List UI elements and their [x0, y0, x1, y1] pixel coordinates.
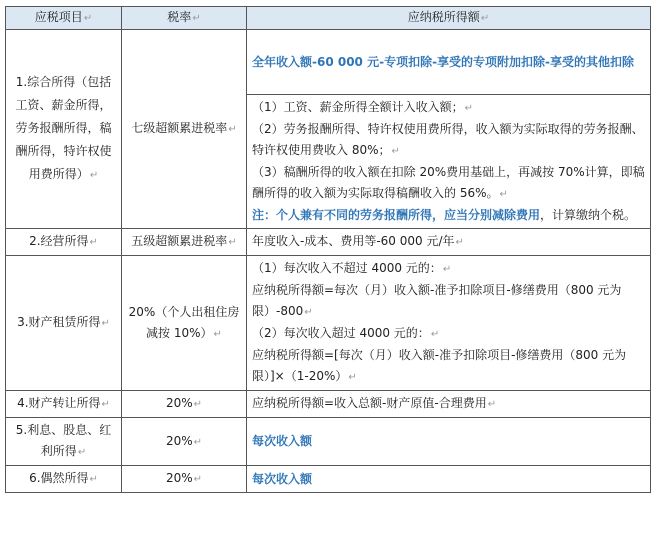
transfer-item: 4.财产转让所得↵	[6, 391, 122, 418]
header-item: 应税项目↵	[6, 7, 122, 30]
comprehensive-notes	[247, 95, 651, 229]
interest-formula: 每次收入额	[247, 418, 651, 466]
lease-line-2: 应纳税所得额=每次（月）收入额-准予扣除项目-修缮费用（800 元为限）-800↵	[252, 283, 622, 318]
note-3: （3）稿酬所得的收入额在扣除 20%费用基础上，再减按 70%计算，即稿酬所得的收入额为实际取得稿酬收入的 56%。↵	[252, 165, 645, 200]
incidental-rate: 20%↵	[122, 466, 247, 493]
incidental-item: 6.偶然所得↵	[6, 466, 122, 493]
lease-rate: 20%（个人出租住房减按 10%）↵	[122, 256, 247, 391]
interest-rate: 20%↵	[122, 418, 247, 466]
business-formula: 年度收入-成本、费用等-60 000 元/年↵	[247, 229, 651, 256]
note-4: 注：个人兼有不同的劳务报酬所得，应当分别减除费用，计算缴纳个税。	[252, 208, 637, 222]
lease-item: 3.财产租赁所得↵	[6, 256, 122, 391]
incidental-formula: 每次收入额	[247, 466, 651, 493]
row-business	[6, 229, 651, 256]
tax-table	[5, 6, 651, 493]
note-2: （2）劳务报酬所得、特许权使用费所得，收入额为实际取得的劳务报酬、特许权使用费收入 80%；↵	[252, 122, 644, 157]
comprehensive-formula: 全年收入额-60 000 元-专项扣除-享受的专项附加扣除-享受的其他扣除	[247, 30, 651, 95]
row-incidental	[6, 466, 651, 493]
row-lease	[6, 256, 651, 391]
header-rate: 税率↵	[122, 7, 247, 30]
lease-formula	[247, 256, 651, 391]
row-comprehensive	[6, 30, 651, 95]
transfer-rate: 20%↵	[122, 391, 247, 418]
business-rate: 五级超额累进税率↵	[122, 229, 247, 256]
interest-item: 5.利息、股息、红利所得↵	[6, 418, 122, 466]
lease-line-1: （1）每次收入不超过 4000 元的：↵	[252, 261, 452, 275]
tax-table-container	[5, 6, 651, 493]
comprehensive-rate: 七级超额累进税率↵	[122, 30, 247, 229]
lease-line-3: （2）每次收入超过 4000 元的：↵	[252, 326, 440, 340]
row-interest	[6, 418, 651, 466]
note-1: （1）工资、薪金所得全额计入收入额；↵	[252, 100, 474, 114]
business-item: 2.经营所得↵	[6, 229, 122, 256]
row-transfer	[6, 391, 651, 418]
comprehensive-item: 1.综合所得（包括工资、薪金所得，劳务报酬所得，稿酬所得，特许权使用费所得）↵	[6, 30, 122, 229]
transfer-formula: 应纳税所得额=收入总额-财产原值-合理费用↵	[247, 391, 651, 418]
lease-line-4: 应纳税所得额=[每次（月）收入额-准予扣除项目-修缮费用（800 元为限）]×（1-20%）↵	[252, 348, 627, 383]
header-row	[6, 7, 651, 30]
header-income: 应纳税所得额↵	[247, 7, 651, 30]
